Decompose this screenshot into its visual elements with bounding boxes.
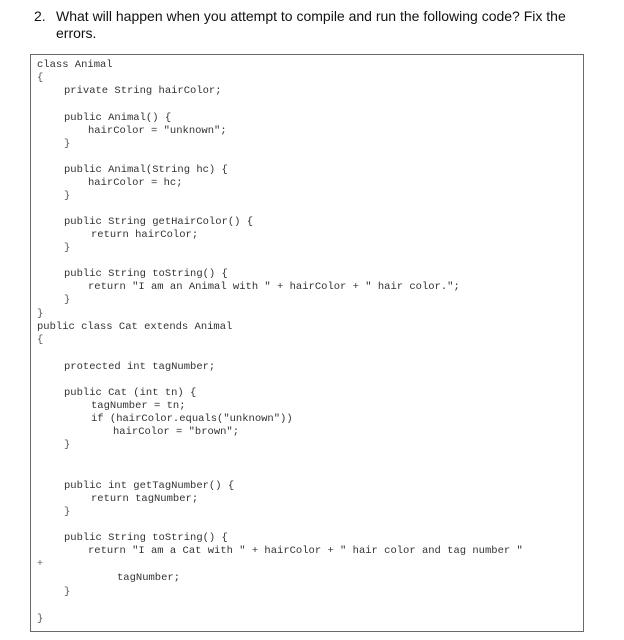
code-line-gethaircolor-close: }: [64, 242, 71, 254]
question-line-2: errors.: [56, 25, 97, 41]
code-line-class-cat: public class Cat extends Animal: [37, 321, 233, 333]
code-line-tostring-cat-body: return "I am a Cat with " + hairColor + " hair color and tag number ": [88, 545, 523, 557]
code-line-field-haircolor: private String hairColor;: [64, 85, 222, 97]
code-line-open-brace-cat: {: [37, 334, 44, 346]
question-prompt: What will happen when you attempt to compile and run the following code? Fix the: [56, 8, 566, 24]
code-line-class-animal: class Animal: [37, 59, 113, 71]
code-block: [30, 54, 584, 632]
code-line-ctor-hc-body: hairColor = hc;: [88, 177, 183, 189]
code-line-ctor-cat-close: }: [64, 439, 71, 451]
code-line-field-tagnumber: protected int tagNumber;: [64, 361, 216, 373]
code-line-close-brace-animal: }: [37, 308, 44, 320]
question-line-1: [34, 8, 594, 25]
code-line-ctor-cat: public Cat (int tn) {: [64, 387, 197, 399]
code-line-plus-continuation: +: [37, 559, 44, 570]
code-line-ctor-default-body: hairColor = "unknown";: [88, 125, 227, 137]
code-line-tostring-animal-close: }: [64, 294, 71, 306]
code-line-ctor-hc-close: }: [64, 190, 71, 202]
code-line-tostring-cat: public String toString() {: [64, 532, 228, 544]
question-number: 2.: [34, 8, 46, 24]
question-text: [34, 8, 594, 42]
code-line-gettagnumber: public int getTagNumber() {: [64, 480, 235, 492]
code-line-ctor-cat-assign: tagNumber = tn;: [91, 400, 186, 412]
code-line-ctor-cat-if-body: hairColor = "brown";: [113, 426, 240, 438]
code-line-close-brace-cat: }: [37, 613, 44, 625]
code-line-ctor-default: public Animal() {: [64, 112, 172, 124]
code-line-tostring-animal-body: return "I am an Animal with " + hairColor + " hair color.";: [88, 281, 460, 293]
code-line-gethaircolor-body: return hairColor;: [91, 229, 199, 241]
code-line-ctor-hc: public Animal(String hc) {: [64, 164, 228, 176]
code-line-gethaircolor: public String getHairColor() {: [64, 216, 254, 228]
code-line-gettagnumber-close: }: [64, 506, 71, 518]
code-line-tostring-animal: public String toString() {: [64, 268, 228, 280]
code-line-ctor-cat-if: if (hairColor.equals("unknown")): [91, 413, 293, 425]
code-line-gettagnumber-body: return tagNumber;: [91, 493, 199, 505]
code-line-open-brace-animal: {: [37, 72, 44, 84]
code-line-tostring-cat-continuation: tagNumber;: [117, 572, 181, 584]
code-line-ctor-default-close: }: [64, 138, 71, 150]
code-line-tostring-cat-close: }: [64, 586, 71, 598]
